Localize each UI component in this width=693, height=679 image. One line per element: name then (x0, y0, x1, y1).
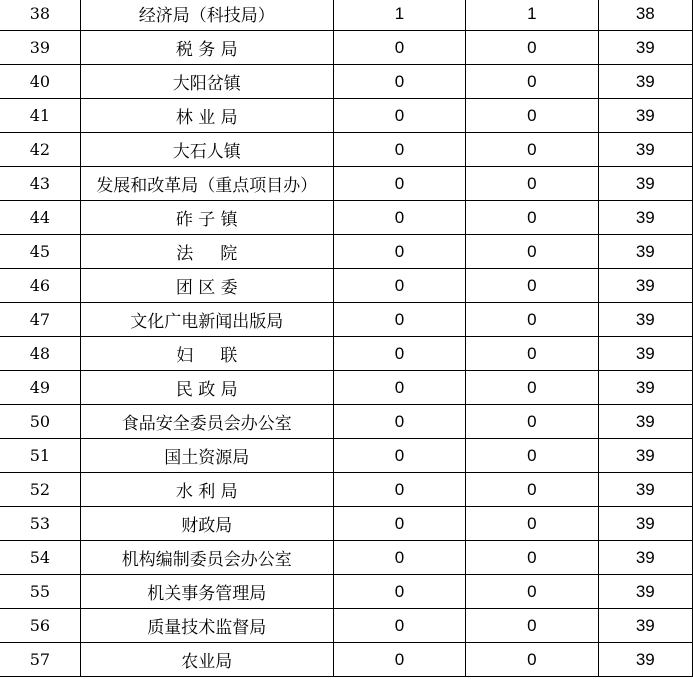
rank-cell: 39 (598, 201, 692, 235)
row-number-cell: 39 (0, 31, 80, 65)
unit-name-cell: 团 区 委 (80, 269, 333, 303)
unit-name-cell: 机关事务管理局 (80, 575, 333, 609)
row-number-cell: 55 (0, 575, 80, 609)
value-a-cell: 0 (333, 337, 465, 371)
unit-name-cell: 食品安全委员会办公室 (80, 405, 333, 439)
value-a-cell: 0 (333, 609, 465, 643)
table-row (0, 541, 693, 575)
value-b-cell: 1 (466, 0, 598, 31)
unit-name-cell: 机构编制委员会办公室 (80, 541, 333, 575)
row-number-cell: 52 (0, 473, 80, 507)
row-number-cell: 41 (0, 99, 80, 133)
table-row (0, 473, 693, 507)
unit-name-cell: 水 利 局 (80, 473, 333, 507)
row-number-cell: 45 (0, 235, 80, 269)
value-a-cell: 0 (333, 133, 465, 167)
rank-cell: 39 (598, 473, 692, 507)
value-b-cell: 0 (466, 99, 598, 133)
value-b-cell: 0 (466, 439, 598, 473)
unit-name-cell: 发展和改革局（重点项目办） (80, 167, 333, 201)
value-b-cell: 0 (466, 643, 598, 677)
unit-name-cell: 国土资源局 (80, 439, 333, 473)
rank-cell: 38 (598, 0, 692, 31)
table-row (0, 303, 693, 337)
value-a-cell: 0 (333, 31, 465, 65)
rank-cell: 39 (598, 99, 692, 133)
row-number-cell: 50 (0, 405, 80, 439)
row-number-cell: 53 (0, 507, 80, 541)
row-number-cell: 46 (0, 269, 80, 303)
value-b-cell: 0 (466, 405, 598, 439)
unit-name-cell: 质量技术监督局 (80, 609, 333, 643)
value-a-cell: 0 (333, 371, 465, 405)
rank-cell: 39 (598, 133, 692, 167)
rank-cell: 39 (598, 269, 692, 303)
unit-name-cell: 农业局 (80, 643, 333, 677)
value-a-cell: 0 (333, 541, 465, 575)
unit-name-cell: 财政局 (80, 507, 333, 541)
row-number-cell: 43 (0, 167, 80, 201)
row-number-cell: 56 (0, 609, 80, 643)
unit-name-cell: 大阳岔镇 (80, 65, 333, 99)
value-b-cell: 0 (466, 473, 598, 507)
table-row (0, 371, 693, 405)
unit-name-cell: 砟 子 镇 (80, 201, 333, 235)
table-row (0, 507, 693, 541)
row-number-cell: 48 (0, 337, 80, 371)
value-b-cell: 0 (466, 65, 598, 99)
value-b-cell: 0 (466, 31, 598, 65)
rank-cell: 39 (598, 65, 692, 99)
value-b-cell: 0 (466, 507, 598, 541)
rank-cell: 39 (598, 609, 692, 643)
table-row (0, 609, 693, 643)
value-a-cell: 0 (333, 269, 465, 303)
rank-cell: 39 (598, 507, 692, 541)
value-a-cell: 0 (333, 473, 465, 507)
rank-cell: 39 (598, 31, 692, 65)
table-row (0, 201, 693, 235)
table-row (0, 643, 693, 677)
value-b-cell: 0 (466, 609, 598, 643)
value-a-cell: 0 (333, 405, 465, 439)
value-b-cell: 0 (466, 167, 598, 201)
row-number-cell: 38 (0, 0, 80, 31)
value-a-cell: 0 (333, 167, 465, 201)
rank-cell: 39 (598, 235, 692, 269)
rank-cell: 39 (598, 167, 692, 201)
value-a-cell: 1 (333, 0, 465, 31)
value-b-cell: 0 (466, 303, 598, 337)
rank-cell: 39 (598, 541, 692, 575)
value-b-cell: 0 (466, 133, 598, 167)
row-number-cell: 42 (0, 133, 80, 167)
unit-name-cell: 林 业 局 (80, 99, 333, 133)
row-number-cell: 44 (0, 201, 80, 235)
row-number-cell: 54 (0, 541, 80, 575)
unit-name-cell: 大石人镇 (80, 133, 333, 167)
value-b-cell: 0 (466, 371, 598, 405)
table-row (0, 405, 693, 439)
row-number-cell: 51 (0, 439, 80, 473)
rank-cell: 39 (598, 371, 692, 405)
table-row (0, 439, 693, 473)
table-row (0, 99, 693, 133)
value-b-cell: 0 (466, 201, 598, 235)
value-a-cell: 0 (333, 303, 465, 337)
unit-name-cell: 经济局（科技局） (80, 0, 333, 31)
table-row (0, 235, 693, 269)
table-row (0, 269, 693, 303)
value-a-cell: 0 (333, 439, 465, 473)
unit-name-cell: 民 政 局 (80, 371, 333, 405)
table-row (0, 0, 693, 31)
value-a-cell: 0 (333, 575, 465, 609)
value-a-cell: 0 (333, 507, 465, 541)
value-b-cell: 0 (466, 541, 598, 575)
rank-cell: 39 (598, 575, 692, 609)
table-row (0, 133, 693, 167)
row-number-cell: 40 (0, 65, 80, 99)
unit-name-cell: 法 院 (80, 235, 333, 269)
rank-cell: 39 (598, 439, 692, 473)
value-b-cell: 0 (466, 575, 598, 609)
table-row (0, 575, 693, 609)
unit-name-cell: 文化广电新闻出版局 (80, 303, 333, 337)
row-number-cell: 47 (0, 303, 80, 337)
table-row (0, 167, 693, 201)
unit-name-cell: 税 务 局 (80, 31, 333, 65)
value-a-cell: 0 (333, 99, 465, 133)
value-a-cell: 0 (333, 235, 465, 269)
value-a-cell: 0 (333, 65, 465, 99)
table-row (0, 65, 693, 99)
value-a-cell: 0 (333, 643, 465, 677)
value-a-cell: 0 (333, 201, 465, 235)
table-row (0, 31, 693, 65)
rank-cell: 39 (598, 337, 692, 371)
rank-cell: 39 (598, 405, 692, 439)
row-number-cell: 57 (0, 643, 80, 677)
value-b-cell: 0 (466, 235, 598, 269)
rank-cell: 39 (598, 303, 692, 337)
value-b-cell: 0 (466, 337, 598, 371)
rank-cell: 39 (598, 643, 692, 677)
row-number-cell: 49 (0, 371, 80, 405)
table-row (0, 337, 693, 371)
unit-name-cell: 妇 联 (80, 337, 333, 371)
value-b-cell: 0 (466, 269, 598, 303)
